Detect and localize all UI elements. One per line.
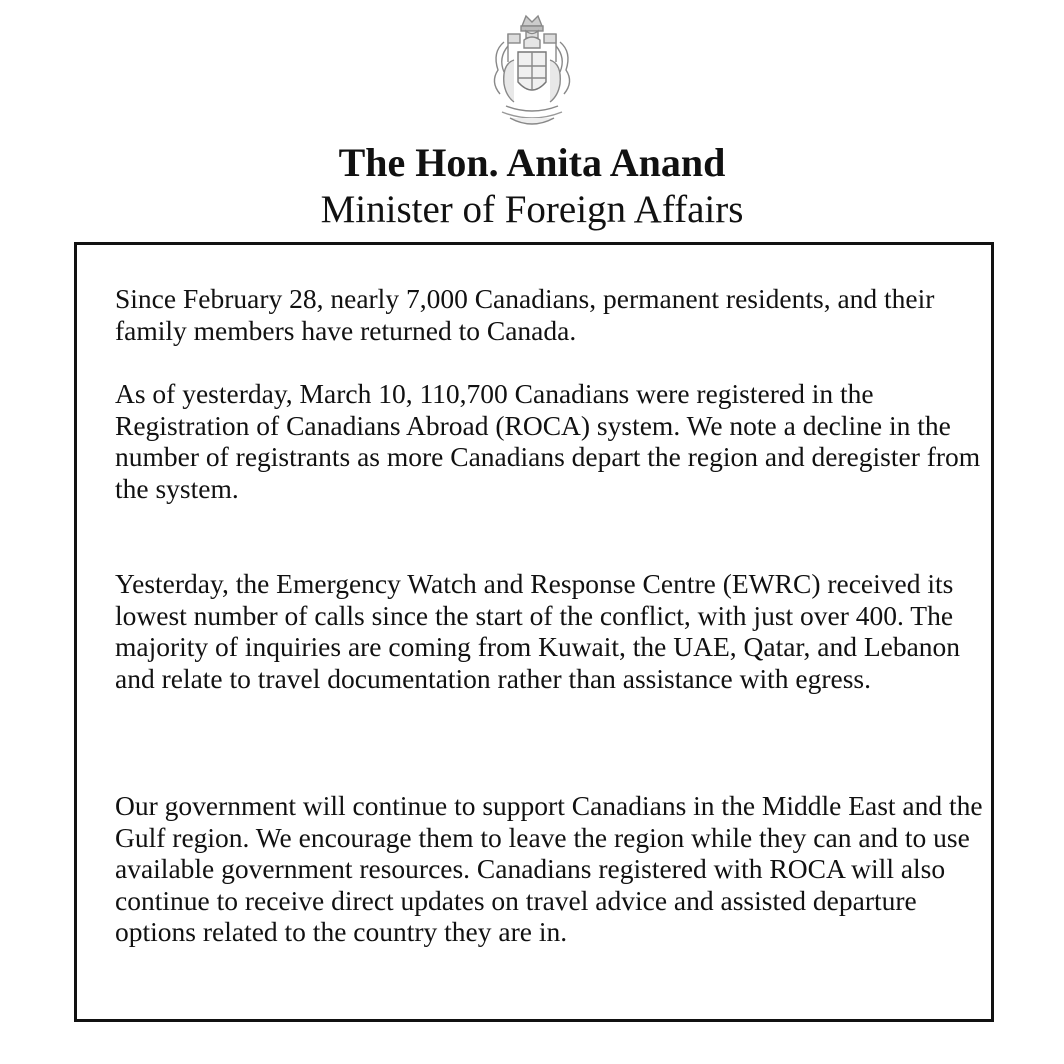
statement-paragraph-1: Since February 28, nearly 7,000 Canadians, permanent residents, and their family members have returned to Canada. — [115, 283, 935, 346]
minister-title: Minister of Foreign Affairs — [320, 188, 744, 231]
statement-paragraph-3: Yesterday, the Emergency Watch and Response Centre (EWRC) received its lowest number of calls since the start of the conflict, with just over 400. The majority of inquiries are coming from Kuwait, the UAE, Qatar, and Lebanon and relate to travel documentation rather than assistance with egress. — [115, 568, 961, 694]
statement-paragraph-2: As of yesterday, March 10, 110,700 Canadians were registered in the Registration of Canadians Abroad (ROCA) system. We note a decline in the number of registrants as more Canadians depart the region and deregister from the system. — [115, 378, 981, 504]
minister-name: The Hon. Anita Anand — [338, 140, 726, 185]
coat-of-arms-icon — [484, 12, 580, 134]
statement-box — [74, 242, 994, 1022]
statement-paragraph-4: Our government will continue to support Canadians in the Middle East and the Gulf region. We encourage them to leave the region while they can and to use available government resources. Canadians registered with ROCA will also continue to receive direct updates on travel advice and assisted departure options related to the country they are in. — [115, 790, 983, 947]
